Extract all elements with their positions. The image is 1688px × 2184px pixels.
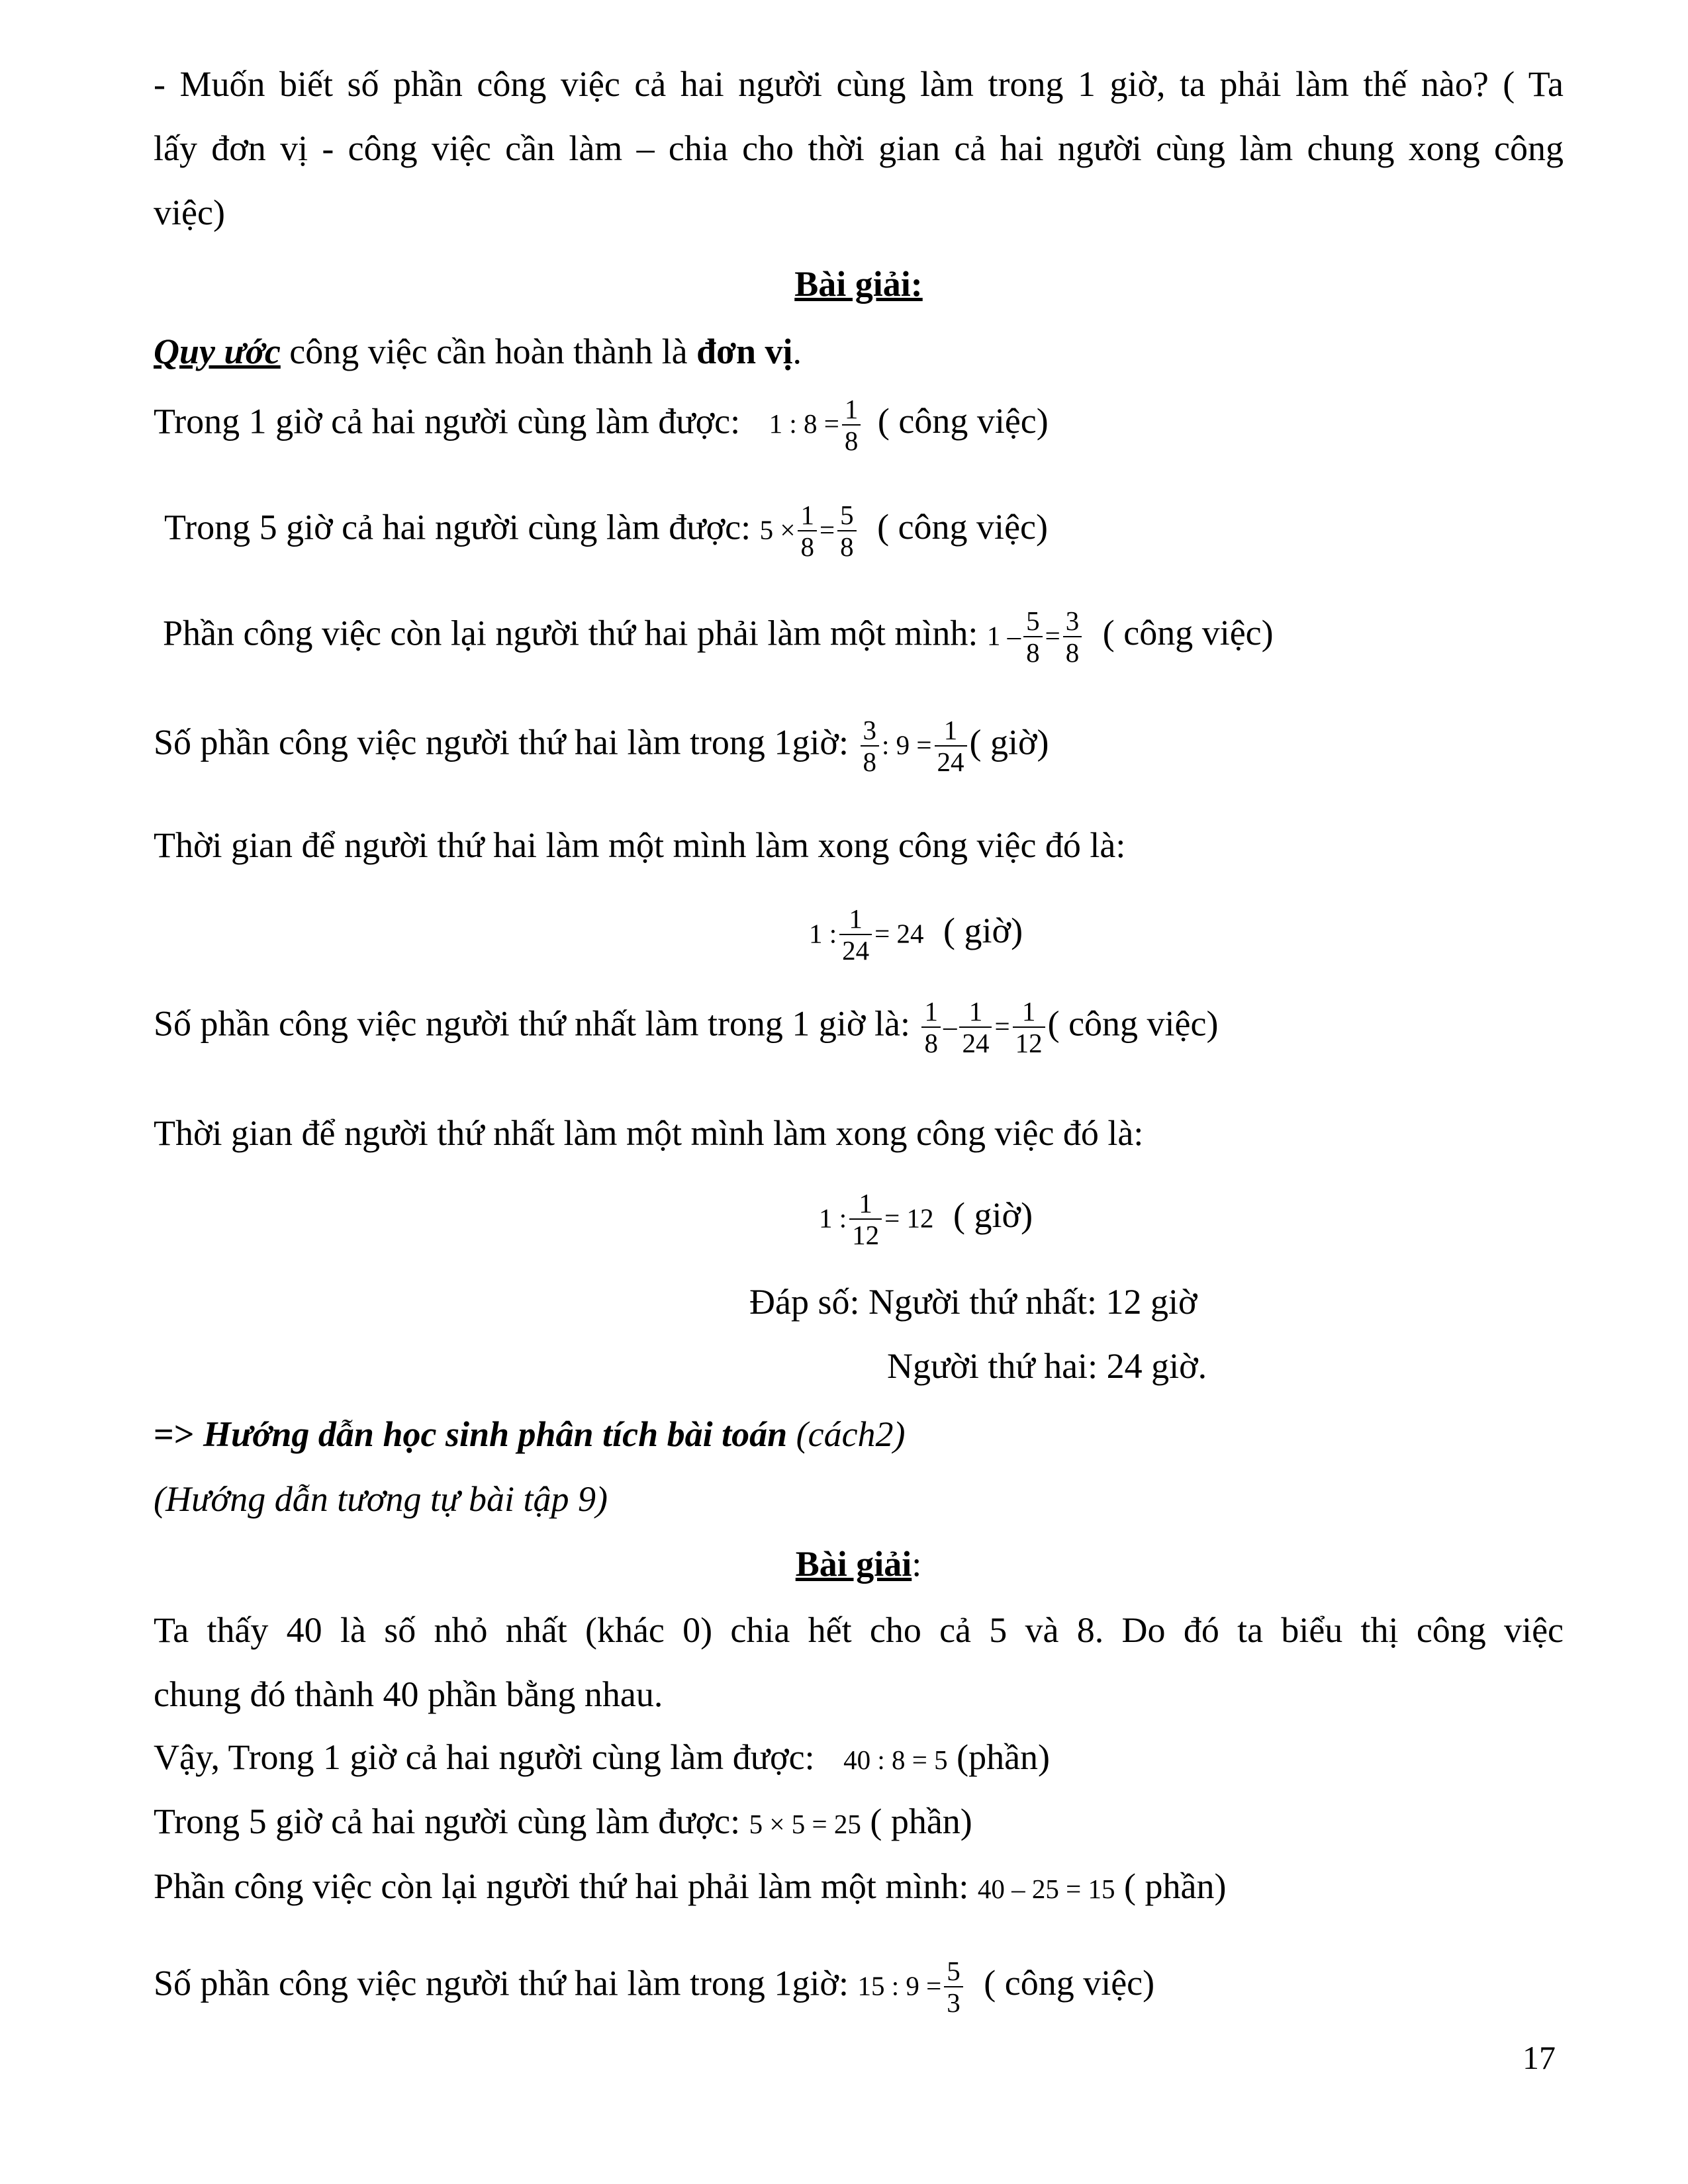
step-1-fraction: $\frac{1}{8}$: [842, 394, 861, 456]
sol2-step-1-unit: (phần): [957, 1737, 1051, 1777]
step-6-text: Số phần công việc người thứ nhất làm trong 1 giờ là:: [154, 1003, 910, 1044]
step-4-fraction-b: $\frac{1}{24}$: [935, 715, 967, 777]
guide-title: Hướng dẫn học sinh phân tích bài toán: [194, 1414, 788, 1454]
sol2-step-3-unit: ( phần): [1124, 1866, 1227, 1906]
step-2-text: Trong 5 giờ cả hai người cùng làm được:: [164, 507, 751, 547]
step-2: [164, 500, 1048, 562]
step-5-text: Thời gian để người thứ hai làm một mình làm xong công việc đó là:: [154, 825, 1126, 865]
sol2-step-4-unit: ( công việc): [984, 1963, 1155, 2003]
step-1-unit: ( công việc): [877, 401, 1049, 441]
step-3-math: 1 –: [986, 620, 1021, 651]
solution-heading-2-text: Bài giải: [795, 1544, 912, 1584]
step-4: [154, 715, 1049, 777]
sol2-step-1: [154, 1736, 1050, 1781]
page-number: 17: [1523, 2039, 1556, 2076]
step-7-math: [819, 1188, 1033, 1250]
step-4-math: : 9 =: [882, 729, 932, 760]
step-1: [154, 394, 1049, 456]
solution-heading-1-text: Bài giải:: [794, 264, 923, 304]
step-6-fraction-b: $\frac{1}{24}$: [959, 996, 992, 1058]
step-2-math: 5 ×: [759, 514, 796, 545]
step-5-unit: ( giờ): [943, 911, 1023, 951]
step-3-fraction-b: $\frac{3}{8}$: [1063, 606, 1082, 668]
step-6-fraction-a: $\frac{1}{8}$: [921, 996, 941, 1058]
solution-heading-1: [154, 263, 1564, 305]
answer-line-2: Người thứ hai: 24 giờ.: [887, 1346, 1207, 1386]
step-4-text: Số phần công việc người thứ hai làm trong 1giờ:: [154, 722, 849, 762]
sol2-step-4-math: 15 : 9 =: [857, 1970, 942, 2001]
step-6-fraction-c: $\frac{1}{12}$: [1013, 996, 1045, 1058]
convention-line: [154, 330, 802, 373]
step-3-text: Phần công việc còn lại người thứ hai phải làm một mình:: [163, 613, 978, 653]
step-7-result: = 12: [884, 1203, 934, 1234]
intro-line-1: - Muốn biết số phần công việc cả hai người cùng làm trong 1 giờ, ta phải làm thế nào? ( Ta: [154, 64, 1564, 104]
step-7-pre: 1 :: [819, 1203, 847, 1234]
convention-label: Quy ước: [154, 332, 281, 371]
step-6-unit: ( công việc): [1047, 1003, 1219, 1044]
guide-arrow: =>: [154, 1414, 195, 1454]
step-1-text: Trong 1 giờ cả hai người cùng làm được:: [154, 401, 741, 441]
sol2-step-2-unit: ( phần): [870, 1801, 972, 1841]
sol2-paragraph-line-2: chung đó thành 40 phần bằng nhau.: [154, 1674, 663, 1714]
step-2-fraction-a: $\frac{1}{8}$: [798, 500, 817, 562]
step-3-equals: =: [1045, 620, 1060, 651]
step-2-unit: ( công việc): [877, 507, 1048, 547]
step-4-fraction-a: $\frac{3}{8}$: [861, 715, 880, 777]
guide-note: (Hướng dẫn tương tự bài tập 9): [154, 1479, 608, 1519]
guide-heading: [154, 1413, 906, 1455]
sol2-step-4-text: Số phần công việc người thứ hai làm trong 1giờ:: [154, 1963, 849, 2003]
step-3: [163, 606, 1274, 668]
step-6-equals: =: [994, 1011, 1010, 1042]
sol2-step-3-math: 40 – 25 = 15: [977, 1874, 1115, 1904]
convention-unit: đơn vị: [696, 332, 793, 371]
step-2-equals: =: [819, 514, 835, 545]
sol2-step-2: [154, 1800, 972, 1845]
convention-text: công việc cần hoàn thành là: [280, 332, 697, 371]
sol2-step-4-fraction: $\frac{5}{3}$: [944, 1956, 963, 2018]
step-7-fraction: $\frac{1}{12}$: [849, 1188, 882, 1250]
step-5-fraction: $\frac{1}{24}$: [839, 903, 872, 966]
step-6-minus: –: [943, 1011, 957, 1042]
step-3-fraction-a: $\frac{5}{8}$: [1023, 606, 1043, 668]
sol2-step-4: [154, 1956, 1154, 2018]
step-7-text: Thời gian để người thứ nhất làm một mình làm xong công việc đó là:: [154, 1113, 1144, 1153]
sol2-step-2-math: 5 × 5 = 25: [749, 1809, 861, 1839]
intro-line-2: lấy đơn vị - công việc cần làm – chia cho thời gian cả hai người cùng làm chung xong công: [154, 128, 1564, 168]
sol2-step-1-math: 40 : 8 = 5: [843, 1745, 948, 1775]
step-5-result: = 24: [874, 918, 924, 949]
step-7-unit: ( giờ): [953, 1195, 1033, 1236]
step-4-unit: ( giờ): [969, 722, 1049, 762]
step-5-math: [809, 903, 1023, 966]
step-6: [154, 996, 1218, 1058]
sol2-step-1-text: Vậy, Trong 1 giờ cả hai người cùng làm được:: [154, 1737, 815, 1777]
step-3-unit: ( công việc): [1102, 613, 1274, 653]
intro-line-3: việc): [154, 193, 225, 232]
step-5-pre: 1 :: [809, 918, 837, 949]
guide-method: (cách2): [787, 1414, 906, 1454]
convention-end: .: [792, 332, 802, 371]
sol2-paragraph-line-1: Ta thấy 40 là số nhỏ nhất (khác 0) chia hết cho cả 5 và 8. Do đó ta biểu thị công việc: [154, 1610, 1564, 1650]
solution-heading-2-colon: :: [912, 1544, 922, 1584]
step-2-fraction-b: $\frac{5}{8}$: [837, 500, 857, 562]
sol2-step-3-text: Phần công việc còn lại người thứ hai phải làm một mình:: [154, 1866, 969, 1906]
solution-heading-2: [154, 1543, 1564, 1585]
step-1-math: 1 : 8 =: [769, 408, 839, 439]
sol2-step-2-text: Trong 5 giờ cả hai người cùng làm được:: [154, 1801, 741, 1841]
answer-line-1: Đáp số: Người thứ nhất: 12 giờ: [749, 1282, 1197, 1322]
sol2-step-3: [154, 1865, 1226, 1910]
